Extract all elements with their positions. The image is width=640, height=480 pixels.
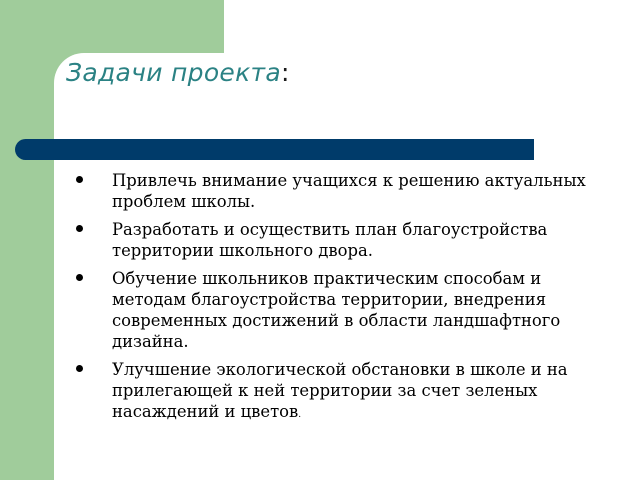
bullet-item (76, 219, 606, 261)
slide-title-colon: : (281, 58, 290, 87)
title-divider-bar (15, 139, 534, 160)
bullet-text: Разработать и осуществить план благоустройства территории школьного двора. (112, 220, 548, 260)
bullet-icon (76, 274, 83, 281)
bullet-text: Обучение школьников практическим способам и методам благоустройства территории, внедрения современных достижений в области ландшафтного дизайна. (112, 269, 561, 351)
bullet-text: Улучшение экологической обстановки в школе и на прилегающей к ней территории за счет зеленых насаждений и цветов (112, 360, 568, 421)
slide-title (66, 58, 290, 87)
bullet-item (76, 268, 606, 352)
bullet-text: Привлечь внимание учащихся к решению актуальных проблем школы. (112, 171, 586, 211)
bullet-item (76, 170, 606, 212)
bullet-tail-period: . (298, 410, 302, 420)
bullet-icon (76, 225, 83, 232)
bullet-icon (76, 176, 83, 183)
bullet-list (76, 170, 606, 433)
slide-title-text: Задачи проекта (66, 58, 281, 87)
bullet-icon (76, 365, 83, 372)
bullet-item (76, 359, 606, 426)
